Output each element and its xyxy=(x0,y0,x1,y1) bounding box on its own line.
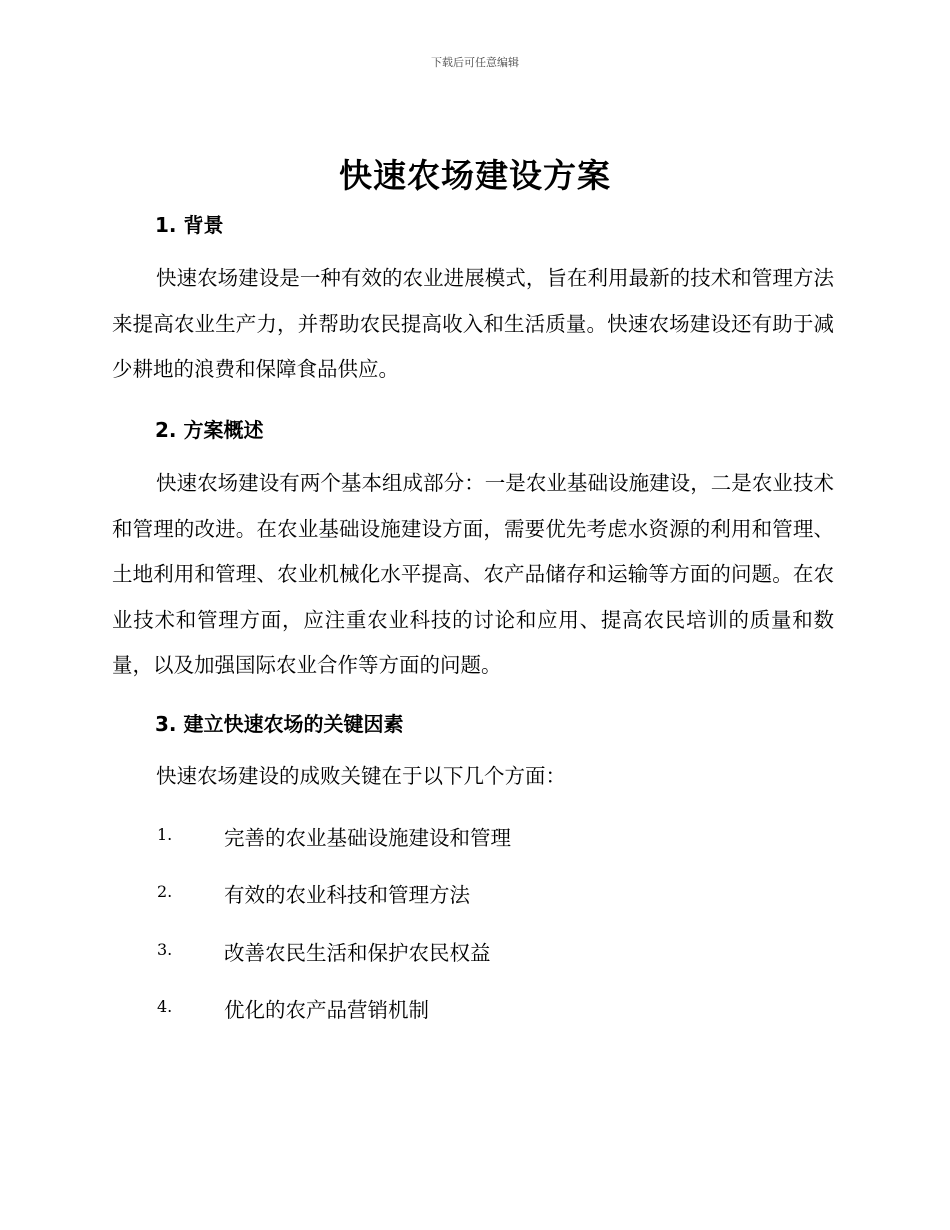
list-item xyxy=(0,993,950,1023)
document-title: 快速农场建设方案 xyxy=(339,156,611,195)
section-paragraph-overview: 快速农场建设有两个基本组成部分：一是农业基础设施建设，二是农业技术和管理的改进。在农业基础设施建设方面，需要优先考虑水资源的利用和管理、土地利用和管理、农业机械化水平提高、农产品储存和运输等方面的问题。在农业技术和管理方面，应注重农业科技的讨论和应用、提高农民培训的质量和数量，以及加强国际农业合作等方面的问题。 xyxy=(112,471,834,677)
section-paragraph-key-factors: 快速农场建设的成败关键在于以下几个方面： xyxy=(156,764,566,788)
list-item-number: 2. xyxy=(157,882,173,901)
list-item-text: 改善农民生活和保护农民权益 xyxy=(224,941,491,965)
list-item-number: 4. xyxy=(157,997,173,1016)
list-item-number: 1. xyxy=(157,825,173,844)
list-item-text: 优化的农产品营销机制 xyxy=(224,998,429,1022)
list-item xyxy=(0,878,950,908)
list-item xyxy=(0,936,950,966)
section-paragraph-background: 快速农场建设是一种有效的农业进展模式，旨在利用最新的技术和管理方法来提高农业生产力，并帮助农民提高收入和生活质量。快速农场建设还有助于减少耕地的浪费和保障食品供应。 xyxy=(112,266,834,381)
list-item xyxy=(0,821,950,851)
list-item-text: 完善的农业基础设施建设和管理 xyxy=(224,826,511,850)
list-item-number: 3. xyxy=(157,940,173,959)
list-item-text: 有效的农业科技和管理方法 xyxy=(224,883,470,907)
section-heading-background: 1. 背景 xyxy=(155,213,224,237)
page-header-note: 下载后可任意编辑 xyxy=(431,56,519,69)
section-heading-key-factors: 3. 建立快速农场的关键因素 xyxy=(155,712,404,736)
section-heading-overview: 2. 方案概述 xyxy=(155,418,264,442)
